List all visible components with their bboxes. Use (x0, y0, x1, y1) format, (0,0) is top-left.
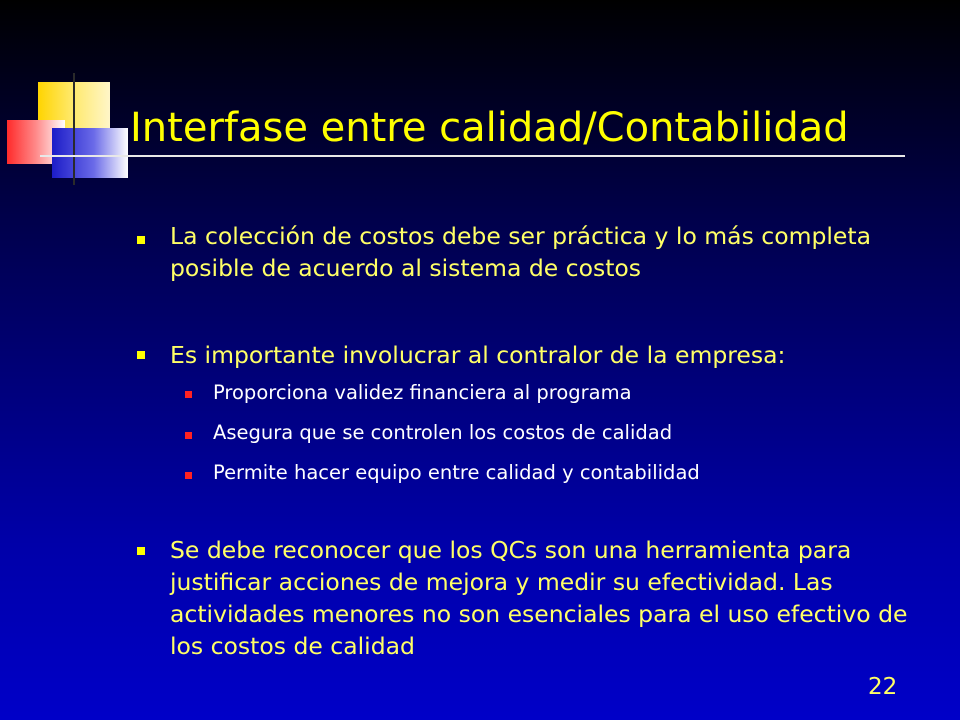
sub-bullet-marker (185, 432, 192, 439)
bullet-marker (137, 236, 145, 244)
bullet-marker (137, 351, 145, 359)
bullet-marker (137, 547, 145, 555)
slide-title: Interfase entre calidad/Contabilidad (130, 105, 849, 151)
bullet-text-3: Se debe reconocer que los QCs son una herramienta para justificar acciones de mejora y medir su efectividad. Las actividades menores no son esenciales para el uso efectivo de los costos de calidad (170, 536, 908, 660)
bullet-text-2: Es importante involucrar al contralor de la empresa: (170, 341, 786, 369)
sub-bullet-text-3: Permite hacer equipo entre calidad y contabilidad (213, 461, 700, 484)
sub-bullet-marker (185, 391, 192, 398)
sub-bullet-marker (185, 472, 192, 479)
vertical-divider-line (73, 73, 75, 185)
sub-bullet-text-1: Proporciona validez financiera al programa (213, 381, 632, 404)
blue-square-decoration (52, 128, 128, 178)
sub-bullet-text-2: Asegura que se controlen los costos de calidad (213, 421, 673, 444)
bullet-text-1: La colección de costos debe ser práctica y lo más completa posible de acuerdo al sistema de costos (170, 222, 872, 282)
title-underline (40, 155, 905, 157)
page-number: 22 (868, 674, 898, 700)
